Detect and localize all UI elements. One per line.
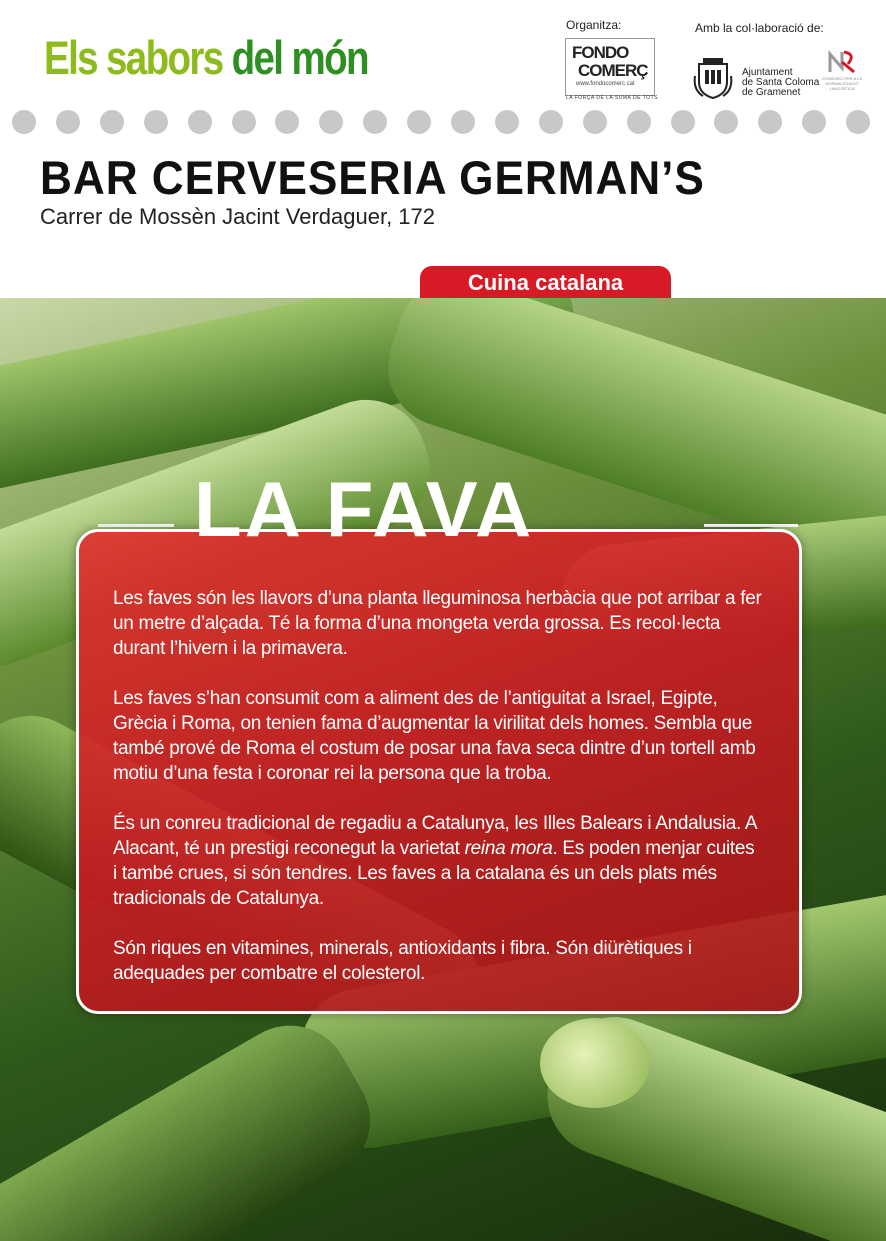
venue-name: BAR CERVESERIA GERMAN’S <box>40 151 705 204</box>
brand-part1: Els sabors <box>44 31 223 84</box>
divider-dot <box>12 110 36 134</box>
fondo-logo-url: www.fondocomerc.cat <box>576 81 635 87</box>
title-rule-right <box>704 524 798 527</box>
city-logo-line3: de Gramenet <box>742 87 801 98</box>
city-logo-line1: Ajuntament <box>742 67 793 78</box>
divider-dot <box>100 110 124 134</box>
dot-divider <box>12 110 882 134</box>
page-header <box>0 0 886 298</box>
paragraph-1: Les faves són les llavors d’una planta lleguminosa herbàcia que pot arribar a fer un metre d’alçada. Té la forma d’una mongeta verda grossa. Es recol·lecta durant l’hivern i la primavera. <box>113 588 762 659</box>
fondo-comerc-logo <box>565 38 655 96</box>
cpnl-logo-text: CONSORCI PER A LA NORMALITZACIÓ LINGÜÍSTICA <box>821 76 863 91</box>
divider-dot <box>188 110 212 134</box>
fondo-logo-tagline: LA FORÇA DE LA SUMA DE TOTS <box>566 95 658 101</box>
divider-dot <box>539 110 563 134</box>
variety-name: reina mora <box>464 838 553 859</box>
article-title: LA FAVA <box>194 465 535 553</box>
divider-dot <box>495 110 519 134</box>
divider-dot <box>846 110 870 134</box>
article-body <box>113 586 763 1011</box>
divider-dot <box>56 110 80 134</box>
venue-address: Carrer de Mossèn Jacint Verdaguer, 172 <box>40 204 436 229</box>
city-logo-text <box>742 68 819 98</box>
paragraph-3-end: . Es poden menjar cuites i també crues, si són tendres. Les faves a la catalana és un dels plats més tradicionals de Catalunya. <box>113 838 755 909</box>
city-shield-icon <box>693 56 733 100</box>
divider-dot <box>144 110 168 134</box>
divider-dot <box>627 110 651 134</box>
fondo-logo-line2: COMERÇ <box>578 61 648 80</box>
divider-dot <box>758 110 782 134</box>
divider-dot <box>583 110 607 134</box>
divider-dot <box>319 110 343 134</box>
divider-dot <box>451 110 475 134</box>
organizer-label: Organitza: <box>566 18 622 32</box>
divider-dot <box>802 110 826 134</box>
city-logo-line2: de Santa Coloma <box>742 77 820 88</box>
paragraph-3-start: És un conreu tradicional de regadiu a Catalunya, les Illes Balears i Andalusia. A Alacant, té un prestigi reconegut la varietat <box>113 813 757 859</box>
paragraph-2: Les faves s’han consumit com a aliment des de l’antiguitat a Israel, Egipte, Grècia i Roma, on tenien fama d’augmentar la virilitat dels homes. Sembla que també prové de Roma el costum de posar una fava seca dintre d’un tortell amb motiu d’una festa i coronar rei la persona que la troba. <box>113 688 756 784</box>
divider-dot <box>275 110 299 134</box>
brand-part2: del món <box>231 31 368 84</box>
divider-dot <box>363 110 387 134</box>
brand-title <box>44 30 368 85</box>
paragraph-3 <box>113 811 763 911</box>
divider-dot <box>407 110 431 134</box>
divider-dot <box>671 110 695 134</box>
divider-dot <box>714 110 738 134</box>
cuisine-category-tab: Cuina catalana <box>420 266 671 298</box>
fondo-logo-line1: FONDO <box>572 43 629 62</box>
divider-dot <box>232 110 256 134</box>
title-rule-left <box>98 524 174 527</box>
collaboration-label: Amb la col·laboració de: <box>695 21 824 35</box>
paragraph-4: Són riques en vitamines, minerals, antioxidants i fibra. Són diürètiques i adequades per combatre el colesterol. <box>113 938 692 984</box>
